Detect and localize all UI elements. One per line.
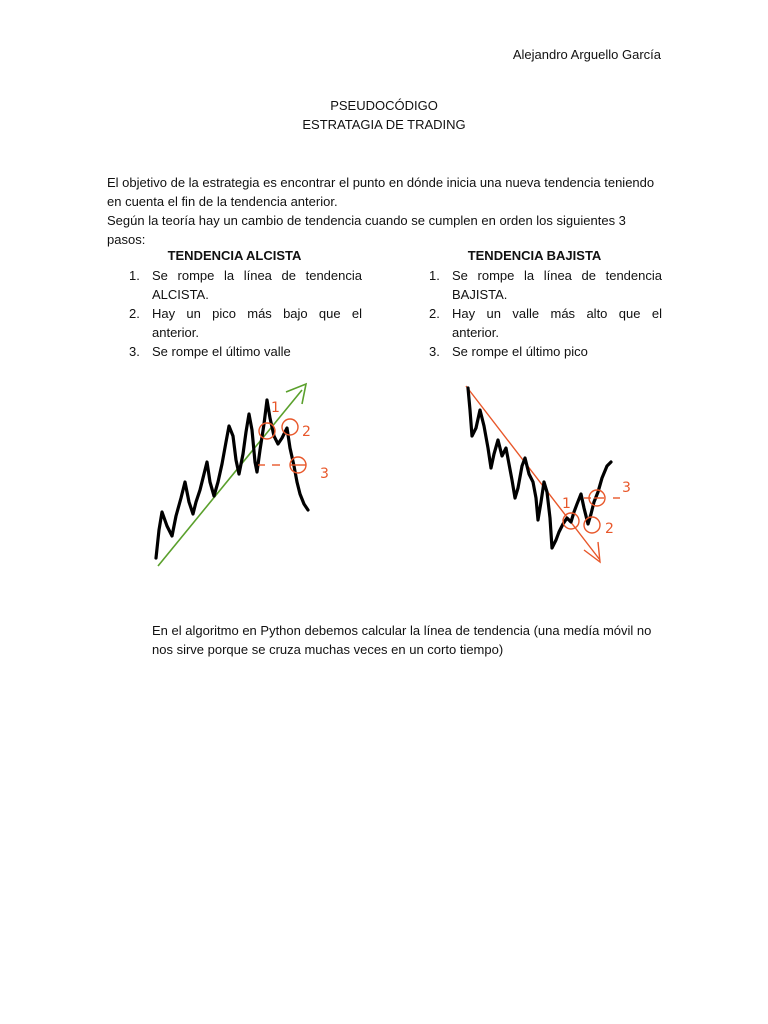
title-line-1: PSEUDOCÓDIGO [330, 98, 438, 113]
step-number: 3. [429, 344, 440, 359]
peak-circle-2 [282, 419, 298, 435]
list-item [107, 342, 362, 361]
step-number: 2. [429, 306, 440, 321]
list-item [407, 342, 662, 361]
intro-paragraph-1: El objetivo de la estrategia es encontrar el punto en dónde inicia una nueva tendencia teniendo en cuenta el fin de la tendencia anterior. [107, 175, 655, 209]
label-3: 3 [622, 480, 631, 496]
outro-paragraph: En el algoritmo en Python debemos calcular la línea de tendencia (una medía móvil no nos sirve porque se cruza muchas veces en un corto tiempo) [152, 623, 652, 657]
list-item [407, 304, 662, 342]
downtrend-heading: TENDENCIA BAJISTA [467, 248, 602, 263]
title-line-2: ESTRATAGIA DE TRADING [302, 117, 466, 132]
uptrend-heading: TENDENCIA ALCISTA [167, 248, 302, 263]
price-line [468, 388, 611, 548]
step-text: Hay un valle más alto que el anterior. [452, 306, 662, 340]
step-number: 1. [429, 268, 440, 283]
downtrend-line [466, 386, 600, 560]
step-text: Hay un pico más bajo que el anterior. [152, 306, 362, 340]
step-text: Se rompe la línea de tendencia ALCISTA. [152, 268, 362, 302]
arrow-head-icon [584, 542, 600, 562]
uptrend-line [158, 390, 302, 566]
list-item [107, 266, 362, 304]
annotation-group [258, 419, 306, 473]
intro-paragraph-2: Según la teoría hay un cambio de tendencia cuando se cumplen en orden los siguientes 3 pasos: [107, 213, 626, 247]
label-1: 1 [562, 496, 571, 512]
step-text: Se rompe la línea de tendencia BAJISTA. [452, 268, 662, 302]
valley-circle-2 [584, 517, 600, 533]
step-number: 2. [129, 306, 140, 321]
downtrend-sketch [450, 370, 650, 580]
list-item [407, 266, 662, 304]
step-number: 3. [129, 344, 140, 359]
uptrend-column [107, 247, 362, 361]
step-number: 1. [129, 268, 140, 283]
uptrend-sketch [140, 370, 330, 580]
arrow-head-icon [286, 384, 306, 404]
label-3: 3 [320, 466, 329, 482]
label-2: 2 [302, 424, 311, 440]
label-1: 1 [271, 400, 280, 416]
downtrend-column [407, 247, 662, 361]
list-item [107, 304, 362, 342]
document-title [0, 96, 768, 134]
author-name: Alejandro Arguello García [512, 47, 661, 62]
downtrend-steps [407, 266, 662, 361]
intro-section [107, 173, 663, 249]
outro-section [152, 621, 664, 659]
step-text: Se rompe el último valle [152, 344, 291, 359]
price-line [156, 400, 308, 558]
uptrend-steps [107, 266, 362, 361]
step-text: Se rompe el último pico [452, 344, 588, 359]
label-2: 2 [605, 521, 614, 537]
